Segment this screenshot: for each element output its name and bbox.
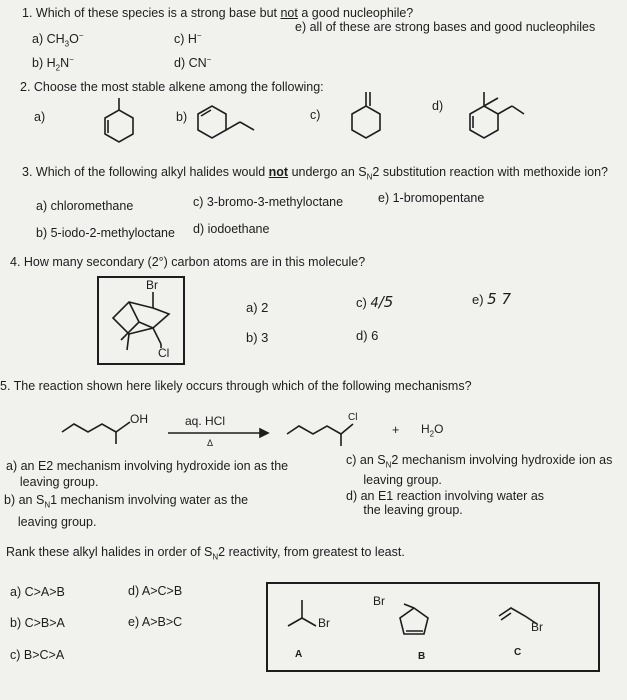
q2-label-d: d): [432, 99, 444, 113]
q6-option-e[interactable]: e) A>B>C: [128, 615, 183, 629]
q6-b-br-label: Br: [373, 594, 385, 608]
q4-option-a[interactable]: a) 2: [246, 300, 269, 315]
q1-option-c[interactable]: c) H−: [174, 31, 202, 47]
q1-option-d[interactable]: d) CN−: [174, 55, 212, 71]
q5-plus: +: [392, 423, 400, 437]
alkene-b-structure[interactable]: [190, 104, 270, 154]
q4-option-e[interactable]: e) 5 7: [472, 290, 512, 308]
q6-option-b[interactable]: b) C>B>A: [10, 616, 65, 630]
q5-oh-label: OH: [130, 412, 148, 426]
q3-option-a[interactable]: a) chloromethane: [36, 199, 134, 213]
q1-option-e[interactable]: e) all of these are strong bases and good nucleophiles: [295, 20, 596, 34]
q6-c-br-label: Br: [531, 620, 543, 634]
q3-option-b[interactable]: b) 5-iodo-2-methyloctane: [36, 226, 175, 240]
q2-label-c: c): [310, 108, 321, 122]
q6-label-c: C: [514, 647, 522, 658]
q5-reactant-structure[interactable]: [60, 410, 140, 450]
q6-halide-b-structure[interactable]: [392, 604, 442, 644]
alkene-a-structure[interactable]: [85, 98, 145, 158]
alkene-c-structure[interactable]: [336, 90, 396, 150]
q6-option-a[interactable]: a) C>A>B: [10, 585, 65, 599]
q2-question: 2. Choose the most stable alkene among the following:: [20, 80, 324, 94]
q3-option-e[interactable]: e) 1-bromopentane: [378, 191, 485, 205]
q5-heat-symbol: Δ: [207, 438, 214, 448]
q4-question: 4. How many secondary (2°) carbon atoms are in this molecule?: [10, 255, 366, 269]
q5-cl-label: Cl: [348, 412, 358, 423]
q5-option-c[interactable]: c) an $S_N2$ mechanism involving hydroxide ion as leaving group.: [346, 453, 613, 487]
q4-option-d[interactable]: d) 6: [356, 328, 379, 343]
q2-label-a: a): [34, 110, 46, 124]
q4-bicyclic-structure[interactable]: [99, 278, 181, 360]
q6-option-d[interactable]: d) A>C>B: [128, 584, 183, 598]
q5-option-d[interactable]: d) an E1 reaction involving water as the leaving group.: [346, 489, 545, 517]
q4-cl-label: Cl: [158, 346, 170, 360]
q1-option-a[interactable]: a) $CH_3O^-$: [32, 31, 84, 49]
q5-option-b[interactable]: b) an $S_N1$ mechanism involving water as the leaving group.: [4, 493, 249, 529]
q1-question: 1. Which of these species is a strong base but not a good nucleophile?: [22, 6, 414, 20]
q4-br-label: Br: [146, 278, 158, 292]
q2-label-b: b): [176, 110, 188, 124]
q6-option-c[interactable]: c) B>C>A: [10, 648, 65, 662]
q5-reagent: aq. HCl: [185, 414, 226, 428]
q5-water: $H_2O$: [421, 422, 444, 439]
alkene-d-structure[interactable]: [462, 90, 542, 150]
q4-option-c[interactable]: c) 4/5: [356, 293, 394, 311]
q3-question: 3. Which of the following alkyl halides would not undergo an $S_N2$ substitution reaction with methoxide ion?: [22, 165, 608, 182]
q5-question: 5. The reaction shown here likely occurs through which of the following mechanisms?: [0, 379, 472, 393]
q6-label-b: B: [418, 651, 426, 662]
q3-option-d[interactable]: d) iodoethane: [193, 222, 270, 236]
q6-a-br-label: Br: [318, 616, 330, 630]
q5-option-a[interactable]: a) an E2 mechanism involving hydroxide ion as the leaving group.: [6, 459, 289, 489]
q4-option-b[interactable]: b) 3: [246, 330, 269, 345]
q5-reaction-arrow: [168, 428, 268, 438]
q6-label-a: A: [295, 649, 303, 660]
q1-option-b[interactable]: b) $H_2N^-$: [32, 55, 74, 73]
q6-question: Rank these alkyl halides in order of $S_N2$ reactivity, from greatest to least.: [6, 545, 405, 562]
q3-option-c[interactable]: c) 3-bromo-3-methyloctane: [193, 195, 344, 209]
